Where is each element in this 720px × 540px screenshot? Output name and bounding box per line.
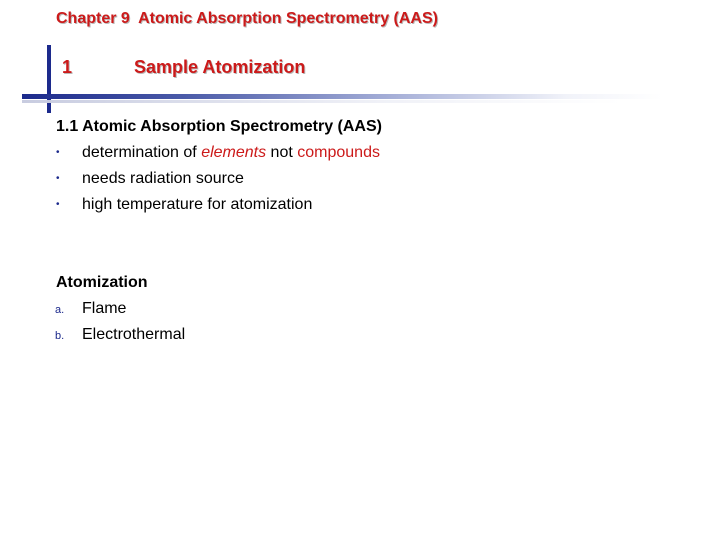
horizontal-accent-shadow	[22, 100, 622, 103]
list-item-text: Flame	[82, 300, 127, 317]
list-marker: b.	[55, 330, 65, 342]
list-item-text: Electrothermal	[82, 326, 186, 343]
bullet-text: determination of	[82, 144, 202, 161]
highlight-compounds: compounds	[297, 144, 380, 161]
bullet-marker: •	[56, 199, 60, 210]
bullet-marker: •	[56, 173, 60, 184]
bullet-text: not	[266, 144, 298, 161]
list-item	[56, 299, 696, 325]
horizontal-accent-bar	[22, 94, 662, 99]
slide-body	[56, 117, 696, 351]
list-item	[56, 325, 696, 351]
section-heading: 1.1 Atomic Absorption Spectrometry (AAS)	[56, 118, 382, 135]
slide-title: Chapter 9 Atomic Absorption Spectrometry (AAS)	[56, 10, 438, 27]
spacer	[56, 221, 696, 273]
list-marker: a.	[55, 304, 65, 316]
bullet-item	[56, 195, 696, 221]
bullet-item	[56, 169, 696, 195]
subtitle-text: Sample Atomization	[134, 57, 306, 77]
section-heading: Atomization	[56, 274, 148, 291]
subtitle-number: 1	[62, 57, 73, 77]
bullet-marker: •	[56, 147, 60, 158]
slide-subtitle	[56, 57, 305, 78]
highlight-elements: elements	[201, 144, 267, 161]
bullet-text: high temperature for atomization	[82, 196, 313, 213]
bullet-item	[56, 143, 696, 169]
bullet-text: needs radiation source	[82, 170, 244, 187]
